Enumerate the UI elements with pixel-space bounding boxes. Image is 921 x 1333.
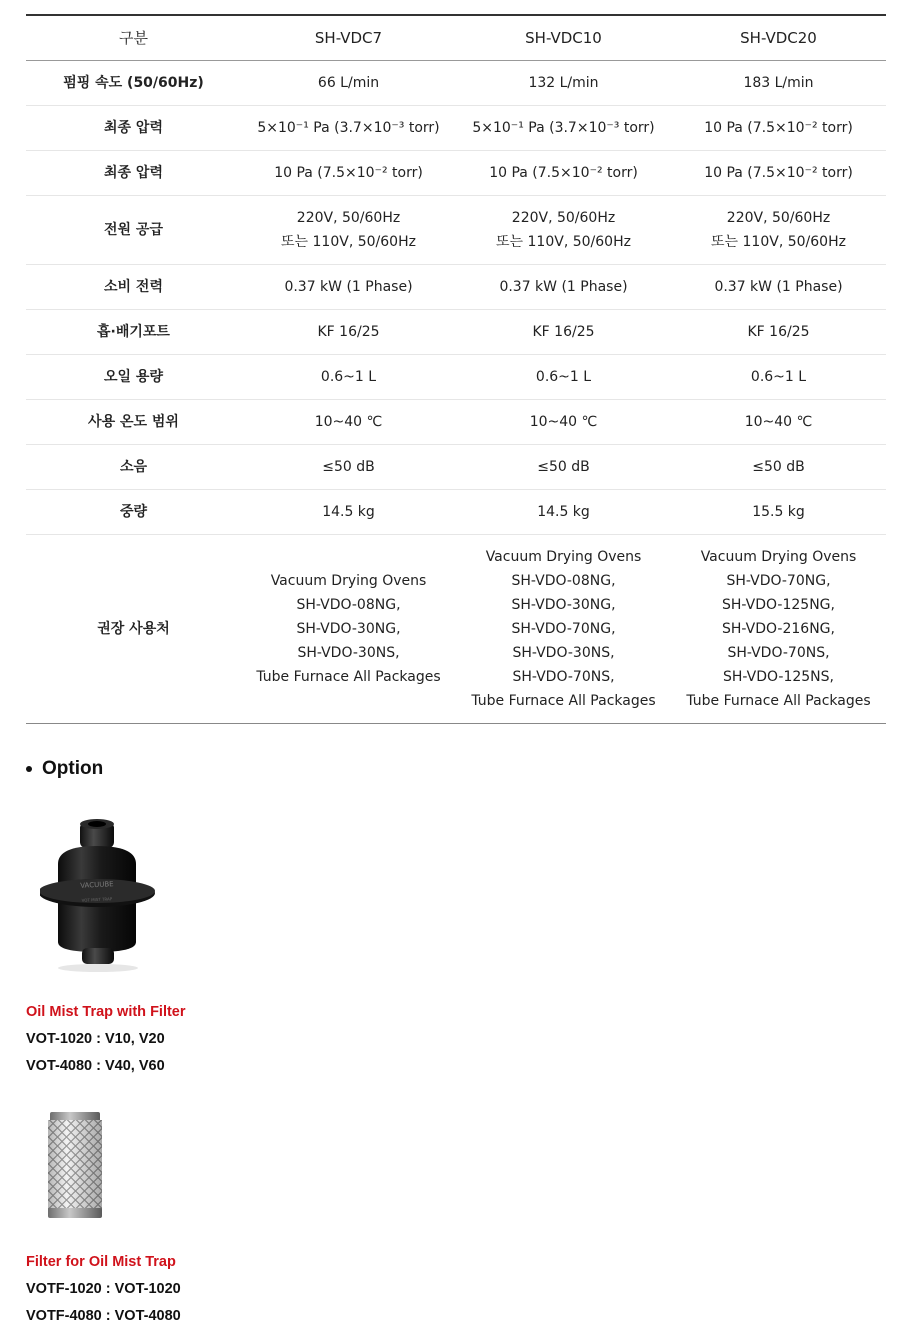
cell-line: SH-VDO-125NS, — [723, 669, 834, 685]
row-label: 최종 압력 — [104, 120, 163, 136]
cell-line: 10~40 ℃ — [529, 414, 598, 430]
table-cell — [671, 265, 886, 310]
cell-line: 또는 110V, 50/60Hz — [496, 234, 631, 250]
cell-line: 10~40 ℃ — [744, 414, 813, 430]
table-cell — [456, 310, 671, 355]
table-row — [26, 535, 886, 724]
cell-line: Tube Furnace All Packages — [686, 693, 871, 709]
cell-line: 10 Pa (7.5×10⁻² torr) — [274, 165, 423, 181]
cell-line: Vacuum Drying Ovens — [485, 549, 642, 565]
option-item-title: Filter for Oil Mist Trap — [26, 1254, 176, 1270]
table-cell — [241, 355, 456, 400]
cell-line: SH-VDO-08NG, — [511, 573, 616, 589]
cell-line: SH-VDO-30NS, — [297, 645, 400, 661]
table-cell — [671, 445, 886, 490]
cell-line: SH-VDO-30NS, — [512, 645, 615, 661]
cell-line: Vacuum Drying Ovens — [700, 549, 857, 565]
table-cell — [671, 196, 886, 265]
cell-line: 14.5 kg — [537, 504, 590, 520]
table-cell — [671, 490, 886, 535]
table-cell — [456, 265, 671, 310]
cell-line: 10~40 ℃ — [314, 414, 383, 430]
table-row — [26, 196, 886, 265]
option-item-line: VOT-1020 : V10, V20 — [26, 1031, 165, 1047]
trap-brand-text: VACUUBE — [80, 880, 114, 890]
cell-line: SH-VDO-70NG, — [726, 573, 831, 589]
cell-line: 183 L/min — [743, 75, 814, 91]
table-cell — [456, 61, 671, 106]
cell-line: Tube Furnace All Packages — [471, 693, 656, 709]
cell-line: KF 16/25 — [317, 324, 380, 340]
table-cell — [241, 61, 456, 106]
table-cell — [241, 310, 456, 355]
trap-model-text: VOT MIST TRAP — [81, 896, 113, 903]
cell-line: KF 16/25 — [532, 324, 595, 340]
option-heading — [26, 758, 103, 780]
cell-line: Vacuum Drying Ovens — [270, 573, 427, 589]
cell-line: 10 Pa (7.5×10⁻² torr) — [704, 165, 853, 181]
cell-line: 14.5 kg — [322, 504, 375, 520]
row-label: 권장 사용처 — [97, 621, 170, 637]
row-label: 중량 — [119, 504, 148, 520]
table-cell — [241, 265, 456, 310]
cell-line: ≤50 dB — [322, 459, 375, 475]
table-row — [26, 61, 886, 106]
cell-line: SH-VDO-216NG, — [722, 621, 835, 637]
option-item-line: VOT-4080 : V40, V60 — [26, 1058, 165, 1074]
table-cell — [241, 106, 456, 151]
table-row — [26, 310, 886, 355]
cell-line: SH-VDO-70NS, — [512, 669, 615, 685]
bullet-icon — [26, 766, 32, 772]
header-model-2: SH-VDC10 — [456, 15, 671, 61]
table-row — [26, 106, 886, 151]
cell-line: SH-VDO-70NG, — [511, 621, 616, 637]
row-label: 사용 온도 범위 — [88, 414, 179, 430]
header-category: 구분 — [26, 15, 241, 61]
table-row — [26, 400, 886, 445]
table-cell — [241, 196, 456, 265]
cell-line: 66 L/min — [317, 75, 380, 91]
cell-line: 220V, 50/60Hz — [511, 210, 616, 226]
cell-line: 0.37 kW (1 Phase) — [499, 279, 628, 295]
filter-cartridge-image — [44, 1110, 106, 1222]
cell-line: 0.37 kW (1 Phase) — [284, 279, 413, 295]
cell-line: SH-VDO-70NS, — [727, 645, 830, 661]
row-label: 최종 압력 — [104, 165, 163, 181]
cell-line: SH-VDO-30NG, — [296, 621, 401, 637]
cell-line: 또는 110V, 50/60Hz — [711, 234, 846, 250]
table-cell — [241, 490, 456, 535]
spec-table — [26, 14, 886, 724]
table-cell — [671, 151, 886, 196]
option-item-title: Oil Mist Trap with Filter — [26, 1004, 186, 1020]
cell-line: 132 L/min — [528, 75, 599, 91]
cell-line: ≤50 dB — [537, 459, 590, 475]
cell-line: 5×10⁻¹ Pa (3.7×10⁻³ torr) — [472, 120, 655, 136]
cell-line: 5×10⁻¹ Pa (3.7×10⁻³ torr) — [257, 120, 440, 136]
header-model-1: SH-VDC7 — [241, 15, 456, 61]
table-cell — [671, 535, 886, 724]
cell-line: 220V, 50/60Hz — [296, 210, 401, 226]
table-cell — [456, 106, 671, 151]
cell-line: 10 Pa (7.5×10⁻² torr) — [704, 120, 853, 136]
row-label: 오일 용량 — [104, 369, 163, 385]
table-cell — [456, 196, 671, 265]
table-row — [26, 490, 886, 535]
cell-line: 15.5 kg — [752, 504, 805, 520]
option-item-trap — [26, 999, 186, 1080]
table-cell — [671, 355, 886, 400]
table-cell — [456, 151, 671, 196]
table-cell — [241, 151, 456, 196]
cell-line: 또는 110V, 50/60Hz — [281, 234, 416, 250]
table-cell — [456, 535, 671, 724]
table-cell — [671, 400, 886, 445]
table-cell — [456, 445, 671, 490]
row-label: 전원 공급 — [104, 222, 163, 238]
cell-line: 220V, 50/60Hz — [726, 210, 831, 226]
cell-line: SH-VDO-08NG, — [296, 597, 401, 613]
cell-line: 0.6~1 L — [535, 369, 592, 385]
cell-line: ≤50 dB — [752, 459, 805, 475]
table-row — [26, 355, 886, 400]
row-label: 펌핑 속도 (50/60Hz) — [63, 75, 204, 91]
cell-line: SH-VDO-30NG, — [511, 597, 616, 613]
table-cell — [241, 400, 456, 445]
table-cell — [456, 355, 671, 400]
option-heading-text: Option — [42, 758, 104, 779]
table-cell — [241, 535, 456, 724]
table-header-row — [26, 15, 886, 61]
row-label: 소음 — [119, 459, 148, 475]
header-model-3: SH-VDC20 — [671, 15, 886, 61]
cell-line: 0.37 kW (1 Phase) — [714, 279, 843, 295]
table-cell — [241, 445, 456, 490]
cell-line: 0.6~1 L — [320, 369, 377, 385]
table-row — [26, 265, 886, 310]
cell-line: 0.6~1 L — [750, 369, 807, 385]
table-row — [26, 151, 886, 196]
cell-line: 10 Pa (7.5×10⁻² torr) — [489, 165, 638, 181]
cell-line: Tube Furnace All Packages — [256, 669, 441, 685]
table-cell — [671, 61, 886, 106]
table-cell — [456, 400, 671, 445]
table-cell — [456, 490, 671, 535]
table-cell — [671, 106, 886, 151]
row-label: 흡·배기포트 — [97, 324, 170, 340]
oil-mist-trap-image — [40, 818, 160, 973]
table-cell — [671, 310, 886, 355]
option-item-line: VOTF-4080 : VOT-4080 — [26, 1308, 181, 1324]
option-item-line: VOTF-1020 : VOT-1020 — [26, 1281, 181, 1297]
table-row — [26, 445, 886, 490]
cell-line: SH-VDO-125NG, — [722, 597, 835, 613]
option-item-filter — [26, 1249, 181, 1330]
cell-line: KF 16/25 — [747, 324, 810, 340]
row-label: 소비 전력 — [104, 279, 163, 295]
